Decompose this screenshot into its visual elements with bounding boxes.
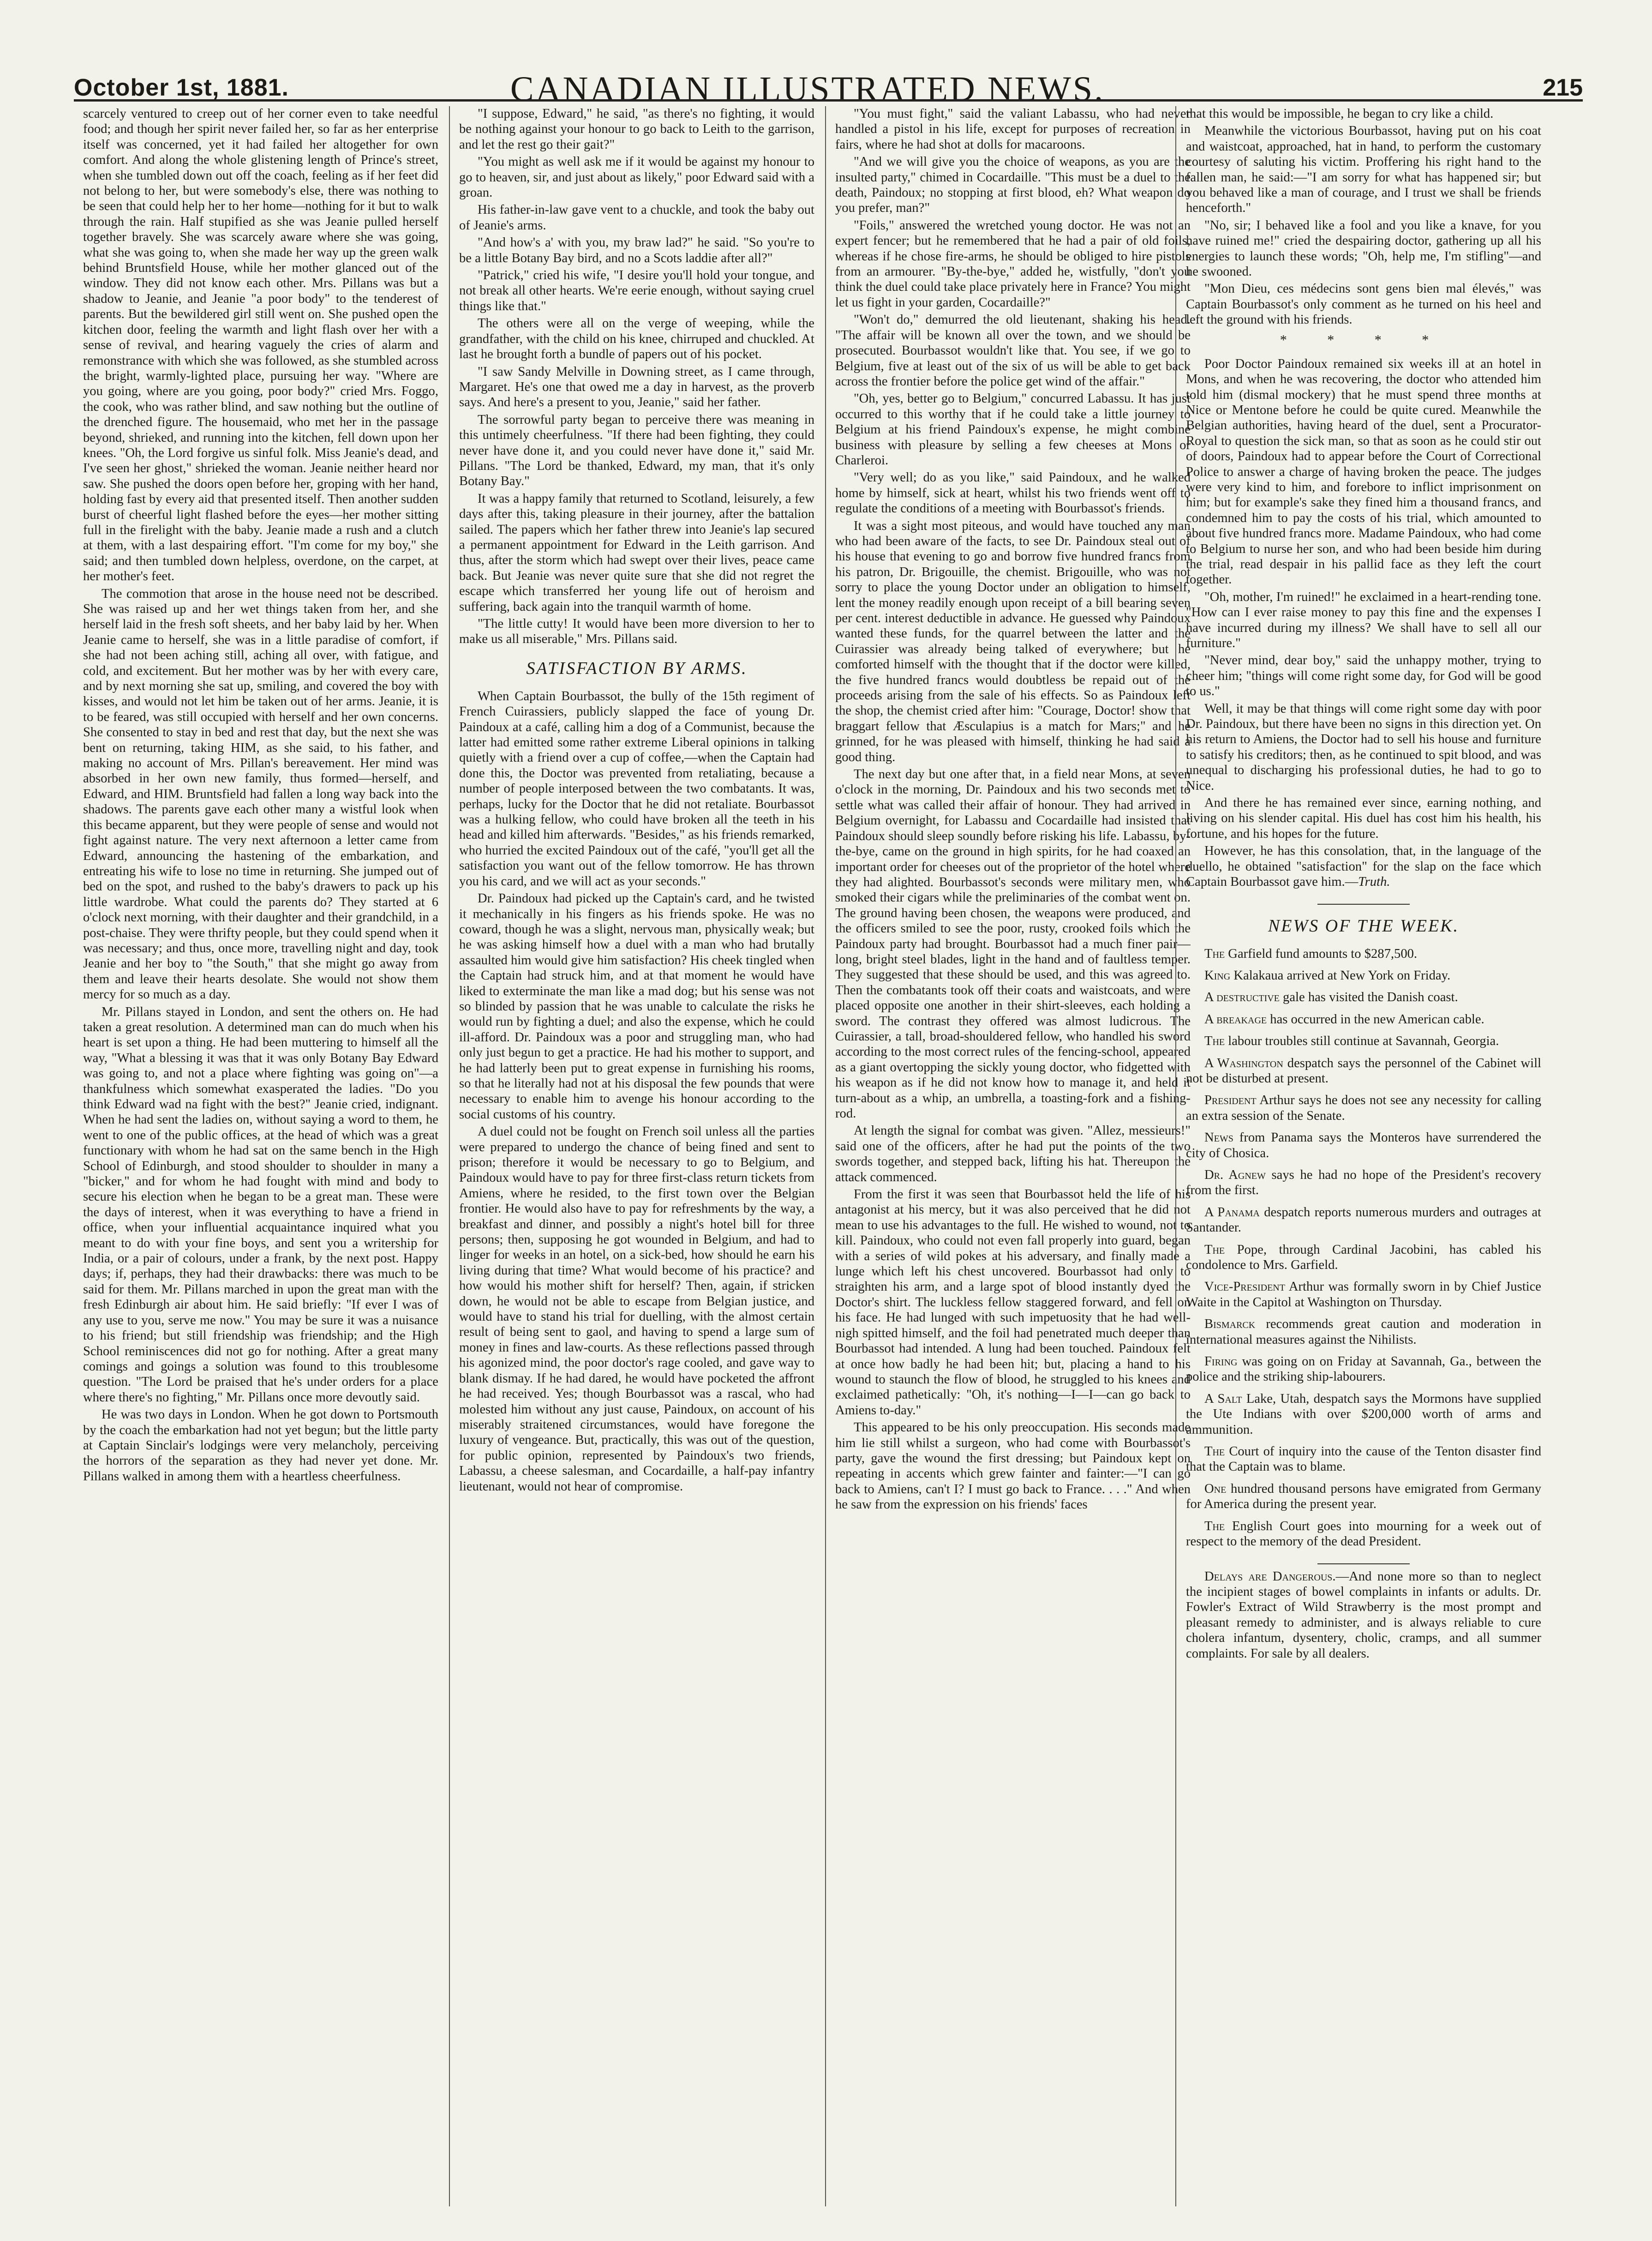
paragraph: Poor Doctor Paindoux remained six weeks ill at an hotel in Mons, and when he was recovering, the doctor who attended him told him (dismal mockery) that he must spend three months at Nice or Mentone before he could be quite cured. Meanwhile the Belgian authorities, having heard of the duel, sent a Procurator-Royal to question the sick man, so that as soon as he could stir out of doors, Paindoux had to appear before the Court of Correctional Police to answer a charge of having broken the peace. The judges were very kind to him, and forebore to inflict imprisonment on him; but for example's sake they fined him a thousand francs, and condemned him to pay the costs of his trial, which amounted to about five hundred francs more. Madame Paindoux, who had come to Belgium to nurse her son, and who had been beside him during the trial, read despair in his pallid face as they left the court together. [1186, 356, 1541, 587]
news-list [1186, 946, 1541, 1550]
news-item-lead: Firing [1204, 1354, 1238, 1369]
news-item-text: gale has visited the Danish coast. [1283, 990, 1458, 1005]
paragraph: From the first it was seen that Bourbassot held the life of his antagonist at his mercy, but it was also perceived that he did not mean to use his advantages to the full. He wished to wound, not to kill. Paindoux, who could not even fall properly into guard, began with a series of wild pokes at his adversary, and finally made a lunge which left his chest uncovered. Bourbassot had only to straighten his arm, and a large spot of blood instantly dyed the Doctor's shirt. The luckless fellow staggered forward, and fell on his face. He had lunged with such impetuosity that he had well-nigh spitted himself, and the foil had penetrated much deeper than Bourbassot had intended. A lung had been touched. Paindoux felt at once how badly he had been hit; but, placing a hand to his wound to staunch the flow of blood, he struggled to his knees and exclaimed pathetically: "Oh, it's nothing—I—I—can go back to Amiens to-day." [835, 1187, 1191, 1418]
news-item [1186, 1012, 1541, 1027]
paragraph: And there he has remained ever since, earning nothing, and living on his slender capital. His duel has cost him his health, his fortune, and his hopes for the future. [1186, 796, 1541, 841]
news-item-lead: The [1204, 1242, 1225, 1257]
paragraph: "Patrick," cried his wife, "I desire you'll hold your tongue, and not break all other hearts. We're eerie enough, without saying cruel things like that." [459, 268, 814, 313]
paragraph: "The little cutty! It would have been more diversion to her to make us all miserable," Mrs. Pillans said. [459, 617, 814, 647]
section-rule [1317, 904, 1410, 905]
paragraph: Meanwhile the victorious Bourbassot, having put on his coat and waistcoat, approached, hat in hand, to perform the customary courtesy of saluting his victim. Proffering his right hand to the fallen man, he said:—"I am sorry for what has happened sir; but you behaved like a man of courage, and I trust we shall be friends henceforth." [1186, 124, 1541, 216]
news-item [1186, 1242, 1541, 1273]
paragraph: "And we will give you the choice of weapons, as you are the insulted party," chimed in Cocardaille. "This must be a duel to the death, Paindoux; no stopping at first blood, eh? What weapon do you prefer, man?" [835, 155, 1191, 216]
news-item-text: Lake, Utah, despatch says the Mormons have supplied the Ute Indians with over $200,000 worth of arms and ammunition. [1186, 1391, 1541, 1437]
paragraph: It was a sight most piteous, and would have touched any man who had been aware of the facts, to see Dr. Paindoux steal out of his house that evening to go and borrow five hundred francs from his patron, Dr. Brigouille, the chemist. Brigouille, who was not sorry to place the young Doctor under an obligation to himself, lent the money readily enough upon receipt of a bill bearing seven per cent. interest deductible in advance. He guessed why Paindoux wanted these funds, for the quarrel between the latter and the Cuirassier was already being talked of everywhere; but he comforted himself with the thought that if the doctor were killed, the five hundred francs would doubtless be repaid out of the proceeds arising from the sale of his effects. So as Paindoux left the shop, the chemist cried after him: "Courage, Doctor! show that braggart fellow that Æsculapius is a match for Mars;" and he grinned, for he was pleased with himself, thinking he had said a good thing. [835, 518, 1191, 764]
paragraph: Dr. Paindoux had picked up the Captain's card, and he twisted it mechanically in his fingers as his friends spoke. He was no coward, though he was a slight, nervous man, physically weak; but he was asking himself how a duel with a man who had brutally assaulted him would give him satisfaction? His cheek tingled when the Captain had struck him, and at that moment he would have liked to exterminate the man like a mad dog; but his sense was not so blinded by passion that he was unable to calculate the risks he would run by fighting a duel; and also the expense, which he could ill-afford. Dr. Paindoux was a poor and struggling man, who had only just begun to get a practice. He had his mother to support, and he had latterly been put to great expense in furnishing his rooms, so that he literally had not at his disposal the few pounds that were necessary to enable him to avenge his honour according to the social customs of his country. [459, 891, 814, 1122]
paragraph: "Mon Dieu, ces médecins sont gens bien mal élevés," was Captain Bourbassot's only comment as he turned on his heel and left the ground with his friends. [1186, 282, 1541, 327]
paragraph: Well, it may be that things will come right some day with poor Dr. Paindoux, but there have been no signs in this direction yet. On his return to Amiens, the Doctor had to sell his house and furniture to satisfy his creditors; then, as he continued to spit blood, and was unequal to discharging his professional duties, he had to go to Nice. [1186, 701, 1541, 793]
news-item-lead: Bismarck [1204, 1317, 1256, 1332]
paragraph: A duel could not be fought on French soil unless all the parties were prepared to undergo the chance of being fined and sent to prison; therefore it would be necessary to go to Belgium, and Paindoux would have to pay for three first-class return tickets from Amiens, where he resided, to the first town over the Belgian frontier. He would also have to pay for refreshments by the way, a breakfast and dinner, and possibly a night's hotel bill for three persons; then, supposing he got wounded in Belgium, and had to linger for weeks in an hotel, on a sick-bed, how should he earn his living during that time? What would become of his practice? and how would his mother shift for herself? Then, again, if stricken down, he would not be able to escape from Belgian justice, and would have to stand his trial for duelling, with the almost certain result of being sent to gaol, and having to spend a large sum of money in fines and law-courts. As these reflections passed through his agonized mind, the poor doctor's rage cooled, and gave way to blank dismay. If he had dared, he would have pocketed the affront he had received. Yes; though Bourbassot was a rascal, who had molested him without any just cause, Paindoux, on account of his miserably straitened circumstances, would have foregone the luxury of vengeance. But, practically, this was out of the question, for public opinion, represented by Paindoux's two friends, Labassu, a cheese salesman, and Cocardaille, a half-pay infantry lieutenant, would not hear of compromise. [459, 1124, 814, 1494]
paragraph: The others were all on the verge of weeping, while the grandfather, with the child on his knee, chirruped and chuckled. At last he brought forth a bundle of papers out of his pocket. [459, 316, 814, 362]
news-item-lead: Vice-President [1204, 1280, 1285, 1294]
paragraph: His father-in-law gave vent to a chuckle, and took the baby out of Jeanie's arms. [459, 203, 814, 233]
news-item-lead: One [1204, 1481, 1227, 1496]
news-item-lead: President [1204, 1093, 1257, 1108]
news-item-text: has occurred in the new American cable. [1270, 1012, 1484, 1027]
news-item [1186, 1093, 1541, 1124]
paragraph: The next day but one after that, in a field near Mons, at seven o'clock in the morning, Dr. Paindoux and his two seconds met to settle what was called their affair of honour. They had arrived in Belgium overnight, for Labassu and Cocardaille had insisted that Paindoux should sleep soundly before risking his life. Labassu, by-the-bye, came on the ground in high spirits, for he had coaxed an important order for cheeses out of the proprietor of the hotel where they had alighted. Bourbassot's seconds were military men, who smoked their cigars while the preliminaries of the combat went on. The ground having been chosen, the weapons were produced, and the officers smiled to see the poor, rusty, crooked foils which the Paindoux party had brought. Bourbassot had a much finer pair—long, bright steel blades, light in the hand and of faultless temper. They suggested that these should be used, and this was agreed to. Then the combatants took off their coats and waistcoats, and were placed opposite one another in their shirt-sleeves, each holding a sword. The contrast they offered was almost ludicrous. The Cuirassier, a tall, broad-shouldered fellow, who handled his sword according to the most correct rules of the fencing-school, appeared as a giant overtopping the sickly young doctor, who fidgetted with his weapon as if he did not know how to manage it, and held it turn-about as a whip, an umbrella, a toasting-fork and a fishing-rod. [835, 767, 1191, 1121]
news-item [1186, 1444, 1541, 1475]
paragraph: "Oh, yes, better go to Belgium," concurred Labassu. It has just occurred to this worthy that if he could take a little journey to Belgium at his friend Paindoux's expense, he might combine business with pleasure by selling a few cheeses at Mons or Charleroi. [835, 391, 1191, 468]
news-item-text: despatch says the personnel of the Cabinet will not be disturbed at present. [1186, 1056, 1541, 1086]
news-item-lead: A destructive [1204, 990, 1280, 1005]
column-divider [449, 106, 450, 2206]
paragraph: "No, sir; I behaved like a fool and you like a knave, for you have ruined me!" cried the despairing doctor, gathering up all his energies to launch these words; "Oh, help me, I'm stifling"—and he swooned. [1186, 218, 1541, 279]
news-item-lead: A Salt [1204, 1391, 1242, 1406]
paragraph: "Very well; do as you like," said Paindoux, and he walked home by himself, sick at heart, whilst his two friends went off to regulate the conditions of a meeting with Bourbassot's friends. [835, 470, 1191, 516]
paragraph: The sorrowful party began to perceive there was meaning in this untimely cheerfulness. "If there had been fighting, they could never have done it, and you could never have done it," said Mr. Pillans. "The Lord be thanked, Edward, my man, that it's only Botany Bay." [459, 412, 814, 489]
news-item [1186, 946, 1541, 961]
paragraph: "I suppose, Edward," he said, "as there's no fighting, it would be nothing against your honour to go back to Leith to the garrison, and let the rest go their gait?" [459, 107, 814, 152]
column-2 [459, 106, 814, 2206]
news-item [1186, 1354, 1541, 1385]
news-item-text: English Court goes into mourning for a week out of respect to the memory of the dead President. [1186, 1519, 1541, 1549]
news-item [1186, 1391, 1541, 1437]
news-item [1186, 1205, 1541, 1236]
news-item [1186, 1033, 1541, 1049]
paragraph: that this would be impossible, he began to cry like a child. [1186, 107, 1494, 121]
paragraph: This appeared to be his only preoccupation. His seconds made him lie still whilst a surgeon, who had come with Bourbassot's party, gave the wound the first dressing; but Paindoux kept on repeating in accents which grew fainter and fainter:—"I can go back to Amiens, can't I? I must go back to France. . . ." And when he saw from the expression on his friends' faces [835, 1420, 1191, 1512]
news-item-text: Arthur says he does not see any necessity for calling an extra session of the Senate. [1186, 1093, 1541, 1123]
byline: Truth. [1358, 875, 1390, 889]
section-title-satisfaction: SATISFACTION BY ARMS. [526, 658, 748, 678]
paragraph: "Foils," answered the wretched young doctor. He was not an expert fencer; but he remembered that he had a pair of old foils, whereas if he chose fire-arms, he should be obliged to hire pistols from an armourer. "By-the-bye," added he, wistfully, "don't you think the duel could take place privately here in France? You might let us fight in your garden, Cocardaille?" [835, 218, 1191, 310]
paragraph-text: However, he has this consolation, that, in the language of the duello, he obtained "satisfaction" for the slap on the face which Captain Bourbassot gave him.— [1186, 844, 1541, 889]
news-item-lead: A breakage [1204, 1012, 1267, 1027]
page-number: 215 [1543, 74, 1583, 101]
news-item [1186, 1130, 1541, 1161]
paragraph: "You must fight," said the valiant Labassu, who had never handled a pistol in his life, except for purposes of recreation in fairs, where he had shot at dolls for macaroons. [835, 107, 1191, 152]
news-item-text: Court of inquiry into the cause of the Tenton disaster find that the Captain was to blame. [1186, 1444, 1541, 1474]
paragraph: "You might as well ask me if it would be against my honour to go to heaven, sir, and just about as likely," poor Edward said with a groan. [459, 155, 814, 200]
news-item-lead: News [1204, 1130, 1233, 1145]
news-item-text: labour troubles still continue at Savannah, Georgia. [1228, 1034, 1499, 1049]
column-1 [83, 106, 438, 2206]
advertisement-lead: Delays are Dangerous. [1204, 1569, 1336, 1584]
news-item-text: was going on on Friday at Savannah, Ga., between the police and the striking ship-labourers. [1186, 1354, 1541, 1384]
paragraph: At length the signal for combat was given. "Allez, messieurs!" said one of the officers, after he had put the points of the two swords together, and stepped back, lifting his hat. Thereupon the attack commenced. [835, 1124, 1191, 1184]
news-item-lead: A Panama [1204, 1205, 1260, 1220]
paragraph: It was a happy family that returned to Scotland, leisurely, a few days after this, taking pleasure in their journey, after the battalion sailed. The papers which her father threw into Jeanie's lap secured a permanent appointment for Edward in the Leith garrison. And thus, after the storm which had swept over their lives, peace came back. But Jeanie was never quite sure that she did not regret the escape which transferred her young life out of heroism and suffering, back again into the tranquil warmth of home. [459, 491, 814, 614]
news-item-text: hundred thousand persons have emigrated from Germany for America during the present year. [1186, 1481, 1541, 1512]
news-item-text: Pope, through Cardinal Jacobini, has cabled his condolence to Mrs. Garfield. [1186, 1242, 1541, 1272]
newspaper-title: CANADIAN ILLUSTRATED NEWS. [510, 70, 1105, 108]
paragraph: He was two days in London. When he got down to Portsmouth by the coach the embarkation had not yet begun; but the little party at Captain Sinclair's lodgings were very melancholy, perceiving the horrors of the separation as they had never yet done. Mr. Pillans walked in among them with a heartless cheerfulness. [83, 1407, 438, 1484]
news-item-text: Kalakaua arrived at New York on Friday. [1233, 968, 1451, 983]
news-item-lead: The [1204, 1444, 1225, 1459]
news-item-lead: The [1204, 1034, 1225, 1049]
news-item [1186, 1519, 1541, 1550]
masthead-rule [74, 99, 1583, 102]
news-item [1186, 1279, 1541, 1310]
section-title-news: NEWS OF THE WEEK. [1268, 916, 1460, 936]
news-item-text: Arthur was formally sworn in by Chief Justice Waite in the Capitol at Washington on Thursday. [1186, 1280, 1541, 1310]
news-item [1186, 1316, 1541, 1347]
news-item-text: recommends great caution and moderation in international measures against the Nihilists. [1186, 1317, 1541, 1347]
paragraph: The commotion that arose in the house need not be described. She was raised up and her wet things taken from her, and she herself laid in the fresh soft sheets, and her baby laid by her. When Jeanie came to herself, she was in a little paradise of comfort, if she had not been aching still, aching all over, with fatigue, and cold, and excitement. But her mother was by her with every care, and by next morning she sat up, smiling, and covered the boy with kisses, and would not let him be taken out of her arms. Jeanie, it is to be feared, was still occupied with herself and her own concerns. She consented to stay in bed and rest that day, but the next she was bent on returning, taking HIM, as she said, to his father, and making no account of Mrs. Pillan's bereavement. Her mind was absorbed in her own new family, thus formed—herself, and Edward, and HIM. Bruntsfield had fallen a long way back into the shadows. The parents gave each other many a wistful look when this became apparent, but they were people of sense and would not fight against nature. The very next afternoon a letter came from Edward, announcing the hastening of the embarkation, and entreating his wife to lose no time in returning. She jumped out of bed on the spot, and rushed to the baby's drawers to pack up his little wardrobe. What could the parents do? They started at 6 o'clock next morning, with their daughter and their grandchild, in a post-chaise. They were thrifty people, but they could spend when it was necessary; and thus, once more, travelling night and day, took Jeanie and her boy to "the South," that she might go away from them and leave their hearts desolate. She would not show them mercy for so much as a day. [83, 586, 438, 1002]
section-break-stars: * * * * [1280, 332, 1448, 348]
paragraph: "Oh, mother, I'm ruined!" he exclaimed in a heart-rending tone. "How can I ever raise money to pay this fine and the expenses I have incurred during my illness? We shall have to sell all our furniture." [1186, 589, 1541, 650]
paragraph: "I saw Sandy Melville in Downing street, as I came through, Margaret. He's one that owed me a day in harvest, as the proverb says. And here's a present to you, Jeanie," said her father. [459, 364, 814, 410]
advertisement-text: —And none more so than to neglect the incipient stages of bowel complaints in infants or adults. Dr. Fowler's Extract of Wild Strawberry is the most prompt and pleasant remedy to administer, and is always reliable to cure cholera infantum, dysentery, cholic, cramps, and all summer complaints. For sale by all dealers. [1186, 1569, 1541, 1661]
news-item-text: despatch reports numerous murders and outrages at Santander. [1186, 1205, 1541, 1235]
news-item-lead: King [1204, 968, 1231, 983]
column-divider [1175, 106, 1176, 2206]
paragraph: "Won't do," demurred the old lieutenant, shaking his head. "The affair will be known all over the town, and we should be prosecuted. Bourbassot wouldn't like that. You see, if we go to Belgium, five at least out of the six of us will be able to get back across the frontier before the police get wind of the affair." [835, 312, 1191, 389]
column-3 [835, 106, 1191, 2206]
paragraph: "Never mind, dear boy," said the unhappy mother, trying to cheer him; "things will come right some day, for God will be good to us." [1186, 653, 1541, 699]
paragraph [1186, 843, 1541, 889]
news-item [1186, 1056, 1541, 1087]
column-divider [825, 106, 826, 2206]
column-4 [1186, 106, 1541, 2206]
news-item-lead: The [1204, 946, 1225, 961]
advertisement [1186, 1569, 1541, 1661]
issue-date: October 1st, 1881. [74, 74, 289, 101]
paragraph: When Captain Bourbassot, the bully of the 15th regiment of French Cuirassiers, publicly slapped the face of young Dr. Paindoux at a café, calling him a dog of a Communist, because the latter had emitted some rather extreme Liberal opinions in talking quietly with a friend over a cup of coffee,—when the Captain had done this, the Doctor was prevented from retaliating, because a number of people interposed between the two combatants. It was, perhaps, lucky for the Doctor that he did not retaliate. Bourbassot was a hulking fellow, who could have broken all the teeth in his head and killed him afterwards. "Besides," as his friends remarked, who hurried the excited Paindoux out of the café, "you'll get all the satisfaction you want out of the fellow tomorrow. He has thrown you his card, and we will act as your seconds." [459, 689, 814, 889]
news-item-lead: The [1204, 1519, 1225, 1533]
news-item-text: Garfield fund amounts to $287,500. [1228, 946, 1418, 961]
news-item-text: says he had no hope of the President's recovery from the first. [1186, 1167, 1541, 1198]
paragraph: scarcely ventured to creep out of her corner even to take needful food; and though her spirit never failed her, so far as her enterprise itself was concerned, yet it had failed her altogether for own comfort. And along the whole glistening length of Prince's street, when she tumbled down out off the coach, feeling as if her feet did not belong to her, but were somebody's else, there was nothing to be seen that could help her to her home—nothing for it but to walk through the rain. Half stupified as she was Jeanie pulled herself together bravely. She was scarcely aware where she was going, what she was going to, when she made her way up the green walk behind Bruntsfield House, while her mother glanced out of the window. They did not know each other. Mrs. Pillans was but a shadow to Jeanie, and Jeanie "a poor body" to the tenderest of parents. But the bewildered girl still went on. She pushed open the kitchen door, feeling the warmth and light flash over her with a sense of revival, and hearing vaguely the cries of alarm and remonstrance with which she was followed, as she stumbled across the bright, warmly-lighted place, pursuing her way. "Where are you going, where are you going, poor body?" cried Mrs. Foggo, the cook, who was rather blind, and saw nothing but the outline of the drenched figure. The housemaid, who met her in the passage beyond, shrieked, and running into the kitchen, fell down upon her knees. "Oh, the Lord forgive us sinful folk. Miss Jeanie's dead, and I've seen her ghost," shrieked the woman. Jeanie neither heard nor saw. She pushed the doors open before her, groping with her hand, holding fast by every aid that presented itself. Then another sudden burst of cheerful light flashed before the eyes—her mother sitting full in the firelight with the baby. Jeanie made a rush and a clutch at them, with a last despairing effort. "I'm come for my boy," she said; and then tumbled down helpless, overdone, on the carpet, at her mother's feet. [83, 107, 438, 584]
news-item [1186, 990, 1541, 1005]
news-item-lead: A Washington [1204, 1056, 1283, 1070]
section-rule [1317, 1563, 1410, 1564]
news-item-lead: Dr. Agnew [1204, 1167, 1266, 1182]
paragraph: Mr. Pillans stayed in London, and sent the others on. He had taken a great resolution. A determined man can do much when his heart is set upon a thing. He had been muttering to himself all the way, "What a blessing it was that it was only Botany Bay Edward was going to, and not a place where fighting was going on"—a thankfulness which somewhat exasperated the ladies. "Do you think Edward wad na fight with the best?" Jeanie cried, indignant. When he had sent the ladies on, without saying a word to them, he went to one of the public offices, at the head of which was a great functionary with whom he had sat on the same bench in the High School of Edinburgh, and stood shoulder to shoulder in many a "bicker," and for whom he had fought with mind and body to secure his election when he began to be a great man. These were the days of interest, when it was everything to have a friend in office, when your influential acquaintance inquired what you meant to do with your fine boys, and sent you a writership for India, or a pair of colours, under a frank, by the next post. Happy days; if, perhaps, they had their drawbacks: there was much to be said for them. Mr. Pillans marched in upon the great man with the fresh Edinburgh air about him. He said briefly: "If ever I was of any use to you, serve me now." You may be sure it was a nuisance to his friend; but still friendship was friendship; and the High School reminiscences did not go for nothing. After a great many comings and goings a solution was found to this troublesome question. "The Lord be praised that he's under orders for a place where there's no fighting," Mr. Pillans once more devoutly said. [83, 1004, 438, 1405]
news-item [1186, 968, 1541, 983]
news-item [1186, 1481, 1541, 1512]
news-item [1186, 1167, 1541, 1198]
news-item-text: from Panama says the Monteros have surrendered the city of Chosica. [1186, 1130, 1541, 1160]
paragraph: "And how's a' with you, my braw lad?" he said. "So you're to be a little Botany Bay bird, and no a Scots laddie after all?" [459, 235, 814, 265]
